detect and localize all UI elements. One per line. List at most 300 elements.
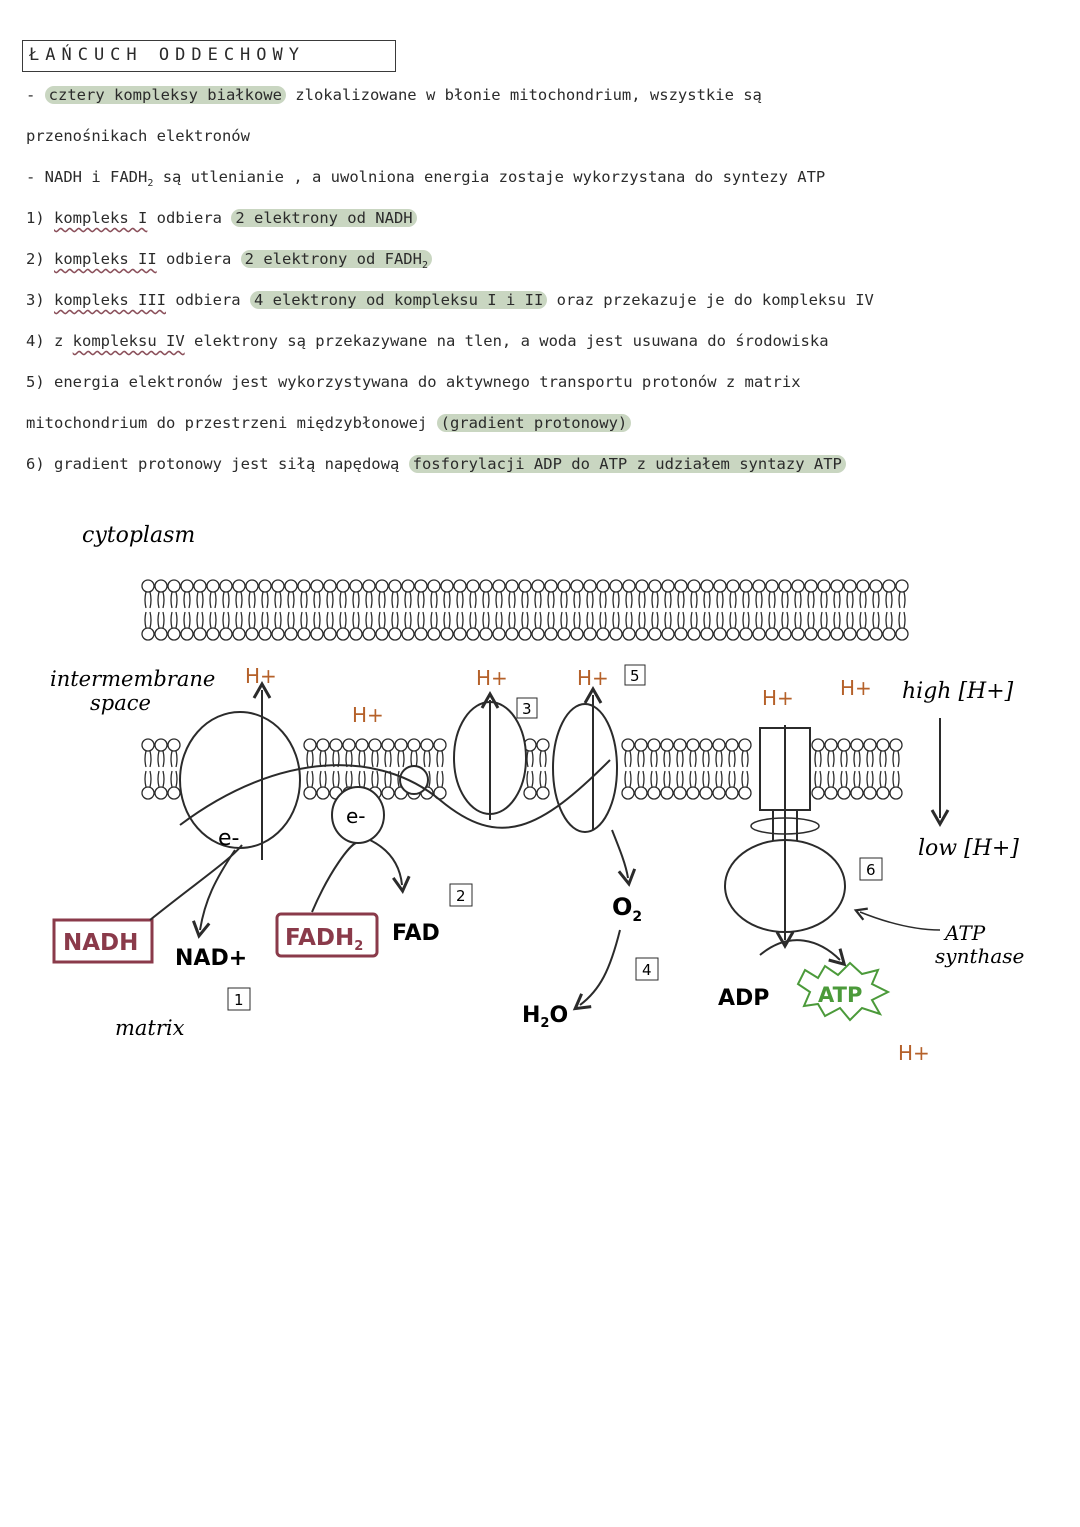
phospholipid-head <box>825 787 837 799</box>
phospholipid-head <box>766 580 778 592</box>
complex-1 <box>180 712 300 848</box>
phospholipid-tail <box>860 612 866 628</box>
phospholipid-tail <box>418 612 424 628</box>
phospholipid-head <box>207 628 219 640</box>
phospholipid-tail <box>716 751 722 767</box>
phospholipid-tail <box>613 592 619 608</box>
phospholipid-tail <box>873 592 879 608</box>
phospholipid-tail <box>540 751 546 767</box>
phospholipid-tail <box>314 612 320 628</box>
intermembrane-label-2: space <box>90 691 151 715</box>
oxygen-arrow <box>612 830 628 878</box>
phospholipid-head <box>857 628 869 640</box>
page-title: ŁAŃCUCH ODDECHOWY <box>22 40 396 72</box>
step-number: 1) <box>26 209 54 227</box>
phospholipid-head <box>285 580 297 592</box>
phospholipid-tail <box>665 592 671 608</box>
phospholipid-tail <box>340 592 346 608</box>
phospholipid-tail <box>307 771 313 787</box>
phospholipid-tail <box>314 592 320 608</box>
phospholipid-head <box>739 739 751 751</box>
phospholipid-head <box>649 628 661 640</box>
phospholipid-tail <box>756 592 762 608</box>
phospholipid-tail <box>841 751 847 767</box>
phospholipid-tail <box>639 612 645 628</box>
phospholipid-tail <box>561 592 567 608</box>
phospholipid-head <box>740 580 752 592</box>
phospholipid-head <box>700 739 712 751</box>
phospholipid-tail <box>249 592 255 608</box>
phospholipid-tail <box>145 771 151 787</box>
phospholipid-tail <box>470 612 476 628</box>
phospholipid-head <box>532 580 544 592</box>
water-label: $H_2O$ <box>522 1003 569 1031</box>
phospholipid-tail <box>262 612 268 628</box>
phospholipid-tail <box>392 612 398 628</box>
phospholipid-tail <box>418 592 424 608</box>
phospholipid-tail <box>664 771 670 787</box>
step-marker-3-label: 3 <box>522 700 532 718</box>
phospholipid-tail <box>301 612 307 628</box>
ubiquinone <box>400 766 428 794</box>
phospholipid-head <box>168 628 180 640</box>
phospholipid-tail <box>320 751 326 767</box>
phospholipid-head <box>584 580 596 592</box>
phospholipid-head <box>467 628 479 640</box>
phospholipid-tail <box>899 592 905 608</box>
phospholipid-head <box>610 628 622 640</box>
phospholipid-tail <box>841 771 847 787</box>
phospholipid-tail <box>340 612 346 628</box>
phospholipid-head <box>687 787 699 799</box>
phospholipid-tail <box>145 612 151 628</box>
phospholipid-tail <box>664 751 670 767</box>
phospholipid-tail <box>821 612 827 628</box>
phospholipid-head <box>713 787 725 799</box>
proton-label: H+ <box>840 676 872 700</box>
phospholipid-tail <box>717 592 723 608</box>
phospholipid-head <box>524 787 536 799</box>
phospholipid-head <box>272 628 284 640</box>
adp-label: ADP <box>718 986 770 1011</box>
phospholipid-tail <box>197 592 203 608</box>
phospholipid-head <box>337 628 349 640</box>
note-text: oraz przekazuje je do kompleksu IV <box>547 291 874 309</box>
phospholipid-tail <box>730 592 736 608</box>
phospholipid-head <box>376 580 388 592</box>
note-text: przenośnikach elektronów <box>26 127 250 145</box>
phospholipid-tail <box>899 612 905 628</box>
phospholipid-tail <box>385 751 391 767</box>
phospholipid-tail <box>548 612 554 628</box>
highlight-complexes: cztery kompleksy białkowe <box>45 86 286 104</box>
phospholipid-tail <box>320 771 326 787</box>
phospholipid-tail <box>145 592 151 608</box>
phospholipid-head <box>713 739 725 751</box>
phospholipid-head <box>382 739 394 751</box>
outer-membrane <box>142 580 908 640</box>
fad-arrow <box>370 840 402 885</box>
phospholipid-head <box>493 628 505 640</box>
phospholipid-head <box>324 580 336 592</box>
phospholipid-tail <box>782 592 788 608</box>
phospholipid-tail <box>600 612 606 628</box>
phospholipid-head <box>635 739 647 751</box>
step-marker-5-label: 5 <box>630 667 640 685</box>
phospholipid-tail <box>651 751 657 767</box>
nad-plus-label: NAD+ <box>175 946 248 971</box>
phospholipid-head <box>649 580 661 592</box>
phospholipid-tail <box>587 592 593 608</box>
phospholipid-head <box>877 739 889 751</box>
proton-label: H+ <box>898 1041 930 1065</box>
phospholipid-tail <box>626 612 632 628</box>
note-text: odbiera <box>147 209 232 227</box>
step-subject: kompleks I <box>54 209 148 227</box>
phospholipid-head <box>870 580 882 592</box>
phospholipid-head <box>662 628 674 640</box>
phospholipid-head <box>415 628 427 640</box>
fadh2-label: $FADH_2$ <box>285 925 364 954</box>
phospholipid-tail <box>613 612 619 628</box>
step-number: 4) z <box>26 332 73 350</box>
phospholipid-tail <box>424 751 430 767</box>
note-line-2 <box>26 127 250 145</box>
phospholipid-head <box>142 628 154 640</box>
phospholipid-head <box>363 580 375 592</box>
phospholipid-tail <box>444 592 450 608</box>
phospholipid-tail <box>626 592 632 608</box>
phospholipid-head <box>441 580 453 592</box>
step-number: 2) <box>26 250 54 268</box>
phospholipid-head <box>890 739 902 751</box>
phospholipid-head <box>519 580 531 592</box>
phospholipid-tail <box>527 771 533 787</box>
phospholipid-head <box>142 739 154 751</box>
nadh-arrow <box>150 845 242 920</box>
phospholipid-tail <box>171 612 177 628</box>
phospholipid-head <box>674 787 686 799</box>
phospholipid-tail <box>873 612 879 628</box>
phospholipid-head <box>272 580 284 592</box>
phospholipid-head <box>812 787 824 799</box>
phospholipid-head <box>480 628 492 640</box>
phospholipid-head <box>402 580 414 592</box>
phospholipid-tail <box>359 751 365 767</box>
phospholipid-head <box>421 739 433 751</box>
phospholipid-head <box>298 628 310 640</box>
phospholipid-tail <box>522 592 528 608</box>
phospholipid-tail <box>691 592 697 608</box>
phospholipid-head <box>864 739 876 751</box>
phospholipid-head <box>661 739 673 751</box>
phospholipid-head <box>395 739 407 751</box>
step-highlight: fosforylacji ADP do ATP z udziałem syntazy ATP <box>409 455 846 473</box>
phospholipid-head <box>142 580 154 592</box>
phospholipid-tail <box>483 612 489 628</box>
phospholipid-tail <box>145 751 151 767</box>
phospholipid-head <box>298 580 310 592</box>
phospholipid-tail <box>496 612 502 628</box>
step-marker-4-label: 4 <box>642 961 652 979</box>
phospholipid-head <box>545 628 557 640</box>
note-line-1: - cztery kompleksy białkowe zlokalizowane w błonie mitochondrium, wszystkie są <box>26 86 762 104</box>
phospholipid-tail <box>158 612 164 628</box>
phospholipid-tail <box>405 612 411 628</box>
phospholipid-head <box>532 628 544 640</box>
phospholipid-tail <box>561 612 567 628</box>
step-subject: kompleksu IV <box>72 332 185 350</box>
phospholipid-tail <box>223 612 229 628</box>
phospholipid-tail <box>716 771 722 787</box>
phospholipid-tail <box>677 771 683 787</box>
fadh2-arrow <box>312 843 356 912</box>
phospholipid-head <box>675 580 687 592</box>
phospholipid-tail <box>262 592 268 608</box>
phospholipid-head <box>537 787 549 799</box>
phospholipid-head <box>661 787 673 799</box>
phospholipid-head <box>622 739 634 751</box>
phospholipid-tail <box>353 612 359 628</box>
phospholipid-tail <box>691 612 697 628</box>
phospholipid-head <box>740 628 752 640</box>
phospholipid-tail <box>288 592 294 608</box>
phospholipid-head <box>851 739 863 751</box>
step-number: 3) <box>26 291 54 309</box>
step-highlight: (gradient protonowy) <box>437 414 632 432</box>
phospholipid-head <box>623 580 635 592</box>
step-subject: kompleks III <box>54 291 166 309</box>
phospholipid-head <box>883 580 895 592</box>
phospholipid-head <box>506 580 518 592</box>
phospholipid-head <box>311 580 323 592</box>
phospholipid-tail <box>366 612 372 628</box>
phospholipid-head <box>168 580 180 592</box>
phospholipid-head <box>155 580 167 592</box>
phospholipid-head <box>168 787 180 799</box>
phospholipid-head <box>246 628 258 640</box>
phospholipid-tail <box>652 612 658 628</box>
proton-label: H+ <box>245 664 277 688</box>
phospholipid-tail <box>171 592 177 608</box>
subscript: 2 <box>147 178 154 190</box>
phospholipid-tail <box>652 592 658 608</box>
phospholipid-tail <box>743 592 749 608</box>
phospholipid-head <box>838 739 850 751</box>
phospholipid-tail <box>171 751 177 767</box>
phospholipid-tail <box>184 612 190 628</box>
phospholipid-tail <box>372 751 378 767</box>
phospholipid-tail <box>301 592 307 608</box>
phospholipid-tail <box>197 612 203 628</box>
phospholipid-head <box>317 787 329 799</box>
phospholipid-head <box>864 787 876 799</box>
phospholipid-head <box>792 628 804 640</box>
phospholipid-tail <box>535 592 541 608</box>
phospholipid-tail <box>327 612 333 628</box>
phospholipid-head <box>220 580 232 592</box>
phospholipid-head <box>181 580 193 592</box>
proton-label: H+ <box>762 686 794 710</box>
phospholipid-head <box>259 580 271 592</box>
phospholipid-tail <box>678 592 684 608</box>
phospholipid-head <box>233 628 245 640</box>
water-arrow <box>580 930 620 1005</box>
phospholipid-tail <box>405 592 411 608</box>
phospholipid-tail <box>522 612 528 628</box>
phospholipid-tail <box>236 612 242 628</box>
phospholipid-tail <box>703 771 709 787</box>
phospholipid-tail <box>288 612 294 628</box>
phospholipid-tail <box>574 612 580 628</box>
phospholipid-tail <box>470 592 476 608</box>
note-text: mitochondrium do przestrzeni międzybłonowej <box>26 414 437 432</box>
phospholipid-head <box>454 580 466 592</box>
phospholipid-tail <box>210 592 216 608</box>
step-marker-2-label: 2 <box>456 887 466 905</box>
step-highlight: 2 elektrony od NADH <box>231 209 416 227</box>
phospholipid-head <box>376 628 388 640</box>
phospholipid-head <box>896 580 908 592</box>
phospholipid-tail <box>540 771 546 787</box>
phospholipid-head <box>831 580 843 592</box>
phospholipid-tail <box>223 592 229 608</box>
phospholipid-tail <box>359 771 365 787</box>
phospholipid-tail <box>677 751 683 767</box>
phospholipid-tail <box>815 751 821 767</box>
cytoplasm-label: cytoplasm <box>82 523 196 548</box>
phospholipid-tail <box>821 592 827 608</box>
phospholipid-head <box>337 580 349 592</box>
phospholipid-tail <box>651 771 657 787</box>
phospholipid-head <box>675 628 687 640</box>
phospholipid-head <box>818 580 830 592</box>
phospholipid-head <box>818 628 830 640</box>
phospholipid-head <box>311 628 323 640</box>
phospholipid-tail <box>236 592 242 608</box>
step-highlight: 4 elektrony od kompleksu I i II <box>250 291 547 309</box>
phospholipid-tail <box>411 751 417 767</box>
synthase-pointer <box>860 912 940 930</box>
phospholipid-head <box>779 580 791 592</box>
phospholipid-head <box>259 628 271 640</box>
step-5-cont <box>26 414 631 432</box>
phospholipid-head <box>870 628 882 640</box>
phospholipid-tail <box>678 612 684 628</box>
phospholipid-head <box>493 580 505 592</box>
phospholipid-tail <box>665 612 671 628</box>
phospholipid-tail <box>333 771 339 787</box>
phospholipid-head <box>622 787 634 799</box>
phospholipid-head <box>233 580 245 592</box>
phospholipid-head <box>636 580 648 592</box>
low-concentration-label: low [H+] <box>918 836 1019 861</box>
phospholipid-head <box>753 580 765 592</box>
phospholipid-tail <box>782 612 788 628</box>
phospholipid-head <box>883 628 895 640</box>
phospholipid-head <box>648 787 660 799</box>
high-concentration-label: high [H+] <box>902 679 1014 704</box>
step-marker-6-label: 6 <box>866 861 876 879</box>
phospholipid-tail <box>483 592 489 608</box>
phospholipid-head <box>571 580 583 592</box>
phospholipid-tail <box>625 771 631 787</box>
phospholipid-tail <box>444 612 450 628</box>
phospholipid-head <box>674 739 686 751</box>
phospholipid-head <box>324 628 336 640</box>
phospholipid-head <box>779 628 791 640</box>
phospholipid-tail <box>638 751 644 767</box>
oxygen-label: $O_2$ <box>612 893 643 925</box>
phospholipid-tail <box>886 592 892 608</box>
phospholipid-head <box>688 580 700 592</box>
phospholipid-head <box>155 628 167 640</box>
phospholipid-tail <box>379 612 385 628</box>
step-5 <box>26 373 801 391</box>
step-subject: kompleks II <box>54 250 157 268</box>
phospholipid-tail <box>431 592 437 608</box>
phospholipid-tail <box>867 751 873 767</box>
phospholipid-head <box>389 580 401 592</box>
phospholipid-tail <box>457 612 463 628</box>
phospholipid-head <box>402 628 414 640</box>
phospholipid-head <box>350 628 362 640</box>
phospholipid-head <box>428 580 440 592</box>
phospholipid-tail <box>743 612 749 628</box>
phospholipid-head <box>454 628 466 640</box>
note-text: są utlenianie , a uwolniona energia zostaje wykorzystana do syntezy ATP <box>153 168 826 186</box>
phospholipid-tail <box>158 592 164 608</box>
phospholipid-head <box>480 580 492 592</box>
phospholipid-head <box>506 628 518 640</box>
phospholipid-tail <box>210 612 216 628</box>
phospholipid-tail <box>600 592 606 608</box>
phospholipid-head <box>727 580 739 592</box>
phospholipid-tail <box>769 612 775 628</box>
phospholipid-tail <box>815 771 821 787</box>
phospholipid-tail <box>742 751 748 767</box>
proton-label: H+ <box>476 666 508 690</box>
phospholipid-tail <box>398 751 404 767</box>
phospholipid-head <box>434 739 446 751</box>
phospholipid-tail <box>638 771 644 787</box>
phospholipid-tail <box>457 592 463 608</box>
phospholipid-tail <box>703 751 709 767</box>
note-line-3 <box>26 168 825 189</box>
phospholipid-tail <box>828 751 834 767</box>
phospholipid-tail <box>834 612 840 628</box>
phospholipid-tail <box>795 612 801 628</box>
phospholipid-tail <box>158 751 164 767</box>
proton-label: H+ <box>577 666 609 690</box>
phospholipid-tail <box>184 592 190 608</box>
electron-label-2: e- <box>346 804 366 828</box>
electron-transport-chain-diagram <box>0 500 1080 1100</box>
phospholipid-head <box>805 628 817 640</box>
phospholipid-tail <box>893 771 899 787</box>
step-4 <box>26 332 829 350</box>
phospholipid-tail <box>353 592 359 608</box>
intermembrane-label: intermembrane <box>50 667 216 691</box>
phospholipid-head <box>155 739 167 751</box>
phospholipid-tail <box>249 612 255 628</box>
phospholipid-tail <box>587 612 593 628</box>
phospholipid-head <box>727 628 739 640</box>
phospholipid-tail <box>886 612 892 628</box>
phospholipid-head <box>662 580 674 592</box>
phospholipid-tail <box>704 592 710 608</box>
step-6 <box>26 455 846 473</box>
